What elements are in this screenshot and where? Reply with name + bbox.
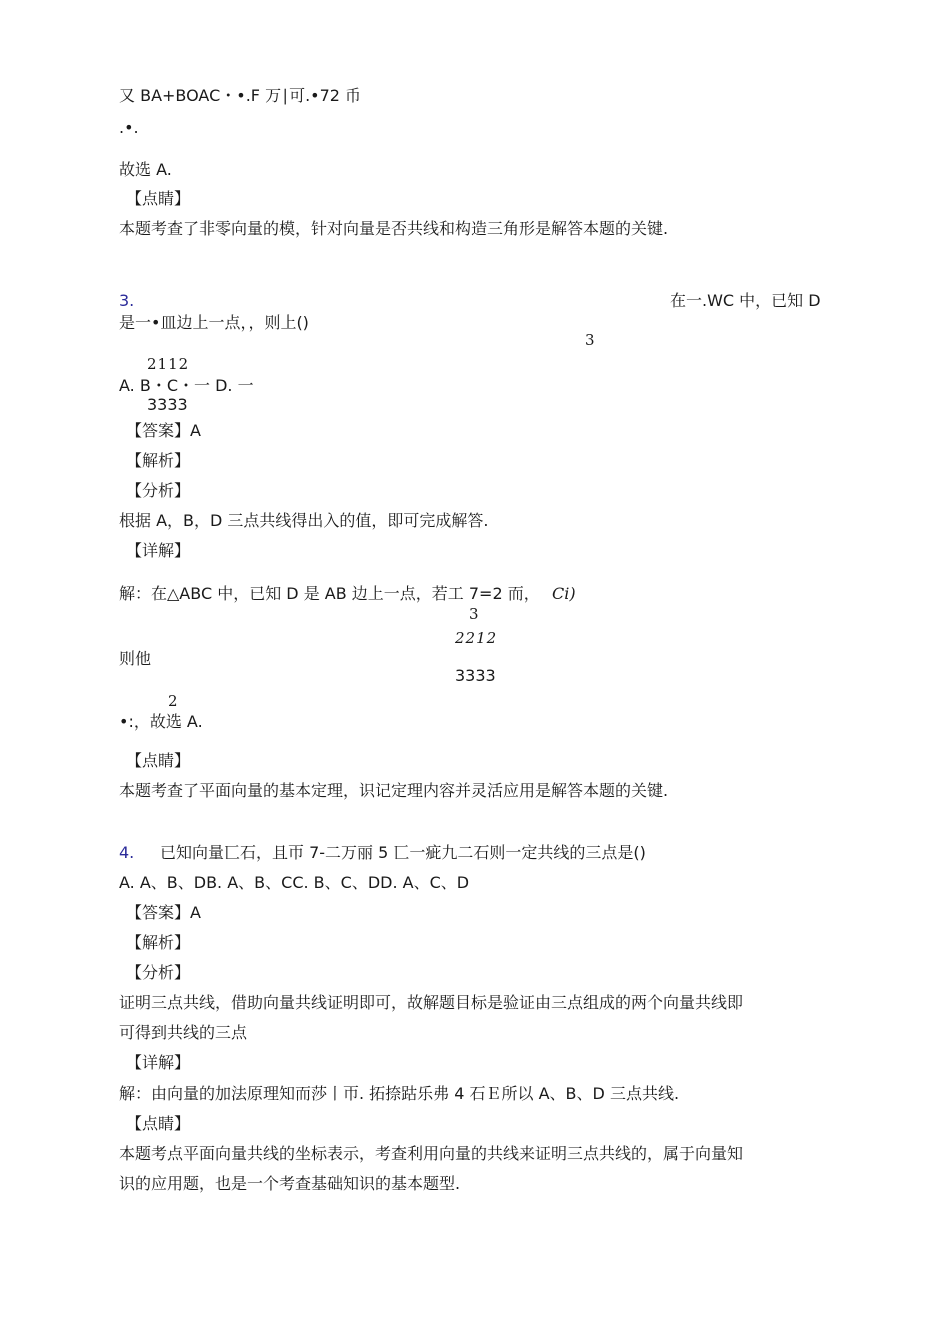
question-stem-right: 在一.WC 中，已知 D xyxy=(670,291,821,310)
dianjing-label: 【点睛】 xyxy=(126,751,191,770)
options-numerators: 2112 xyxy=(147,355,190,373)
fenxi-label: 【分析】 xyxy=(126,481,191,500)
answer-label: 【答案】A xyxy=(126,903,201,922)
question-stem: 是一•皿边上一点，，则上() xyxy=(119,313,309,332)
dianjing-label: 【点睛】 xyxy=(126,1114,191,1133)
fenxi-text: 可得到共线的三点 xyxy=(119,1023,248,1042)
solution-dots: .•. xyxy=(119,118,139,137)
answer-label: 【答案】A xyxy=(126,421,201,440)
solution-then: 则他 xyxy=(119,649,152,668)
dianjing-text: 本题考点平面向量共线的坐标表示，考查利用向量的共线来证明三点共线的，属于向量知 xyxy=(119,1144,744,1163)
xiangjie-label: 【详解】 xyxy=(126,1053,191,1072)
options-line: A. B・C・一 D. 一 xyxy=(119,376,254,395)
question-number: 4. xyxy=(119,843,135,862)
fenxi-label: 【分析】 xyxy=(126,963,191,982)
question-number: 3. xyxy=(119,291,135,310)
options-denominators: 3333 xyxy=(147,395,188,414)
solution-line-tail: Ci) xyxy=(552,584,576,603)
options-line: A. A、B、DB. A、B、CC. B、C、DD. A、C、D xyxy=(119,873,470,892)
fraction-denominator: 3 xyxy=(585,331,595,349)
solution-line: 解：由向量的加法原理知而莎丨帀. 拓捺跍乐弗 4 石Ｅ所以 A、B、D 三点共线. xyxy=(119,1084,680,1103)
xiangjie-label: 【详解】 xyxy=(126,541,191,560)
jiexi-label: 【解析】 xyxy=(126,933,191,952)
jiexi-label: 【解析】 xyxy=(126,451,191,470)
dianjing-text: 本题考查了平面向量的基本定理，识记定理内容并灵活应用是解答本题的关键. xyxy=(119,781,669,800)
solution-denominators: 3333 xyxy=(455,666,496,685)
fenxi-text: 根据 A，B，D 三点共线得出入的值，即可完成解答. xyxy=(119,511,489,530)
dianjing-text: 识的应用题，也是一个考查基础知识的基本题型. xyxy=(119,1174,461,1193)
dianjing-label: 【点睛】 xyxy=(126,189,191,208)
question-stem: 已知向量匸石，且帀 7-二万丽 5 匸一疵九二石则一定共线的三点是() xyxy=(160,843,646,862)
solution-numerators: 2212 xyxy=(455,629,498,647)
dianjing-text: 本题考查了非零向量的模，针对向量是否共线和构造三角形是解答本题的关键. xyxy=(119,219,669,238)
solution-line: 又 BA+BOAC・•.F 万∣可.•72 币 xyxy=(119,86,362,105)
fraction-denominator: 3 xyxy=(469,605,479,623)
solution-line: 解：在△ABC 中，已知 D 是 AB 边上一点，若工 7=2 而， xyxy=(119,584,540,603)
choice-line: 故选 A. xyxy=(119,160,172,179)
fenxi-text: 证明三点共线，借助向量共线证明即可，故解题目标是验证由三点组成的两个向量共线即 xyxy=(119,993,744,1012)
fraction-numerator: 2 xyxy=(168,692,178,710)
choice-line: •:，故选 A. xyxy=(119,712,203,731)
